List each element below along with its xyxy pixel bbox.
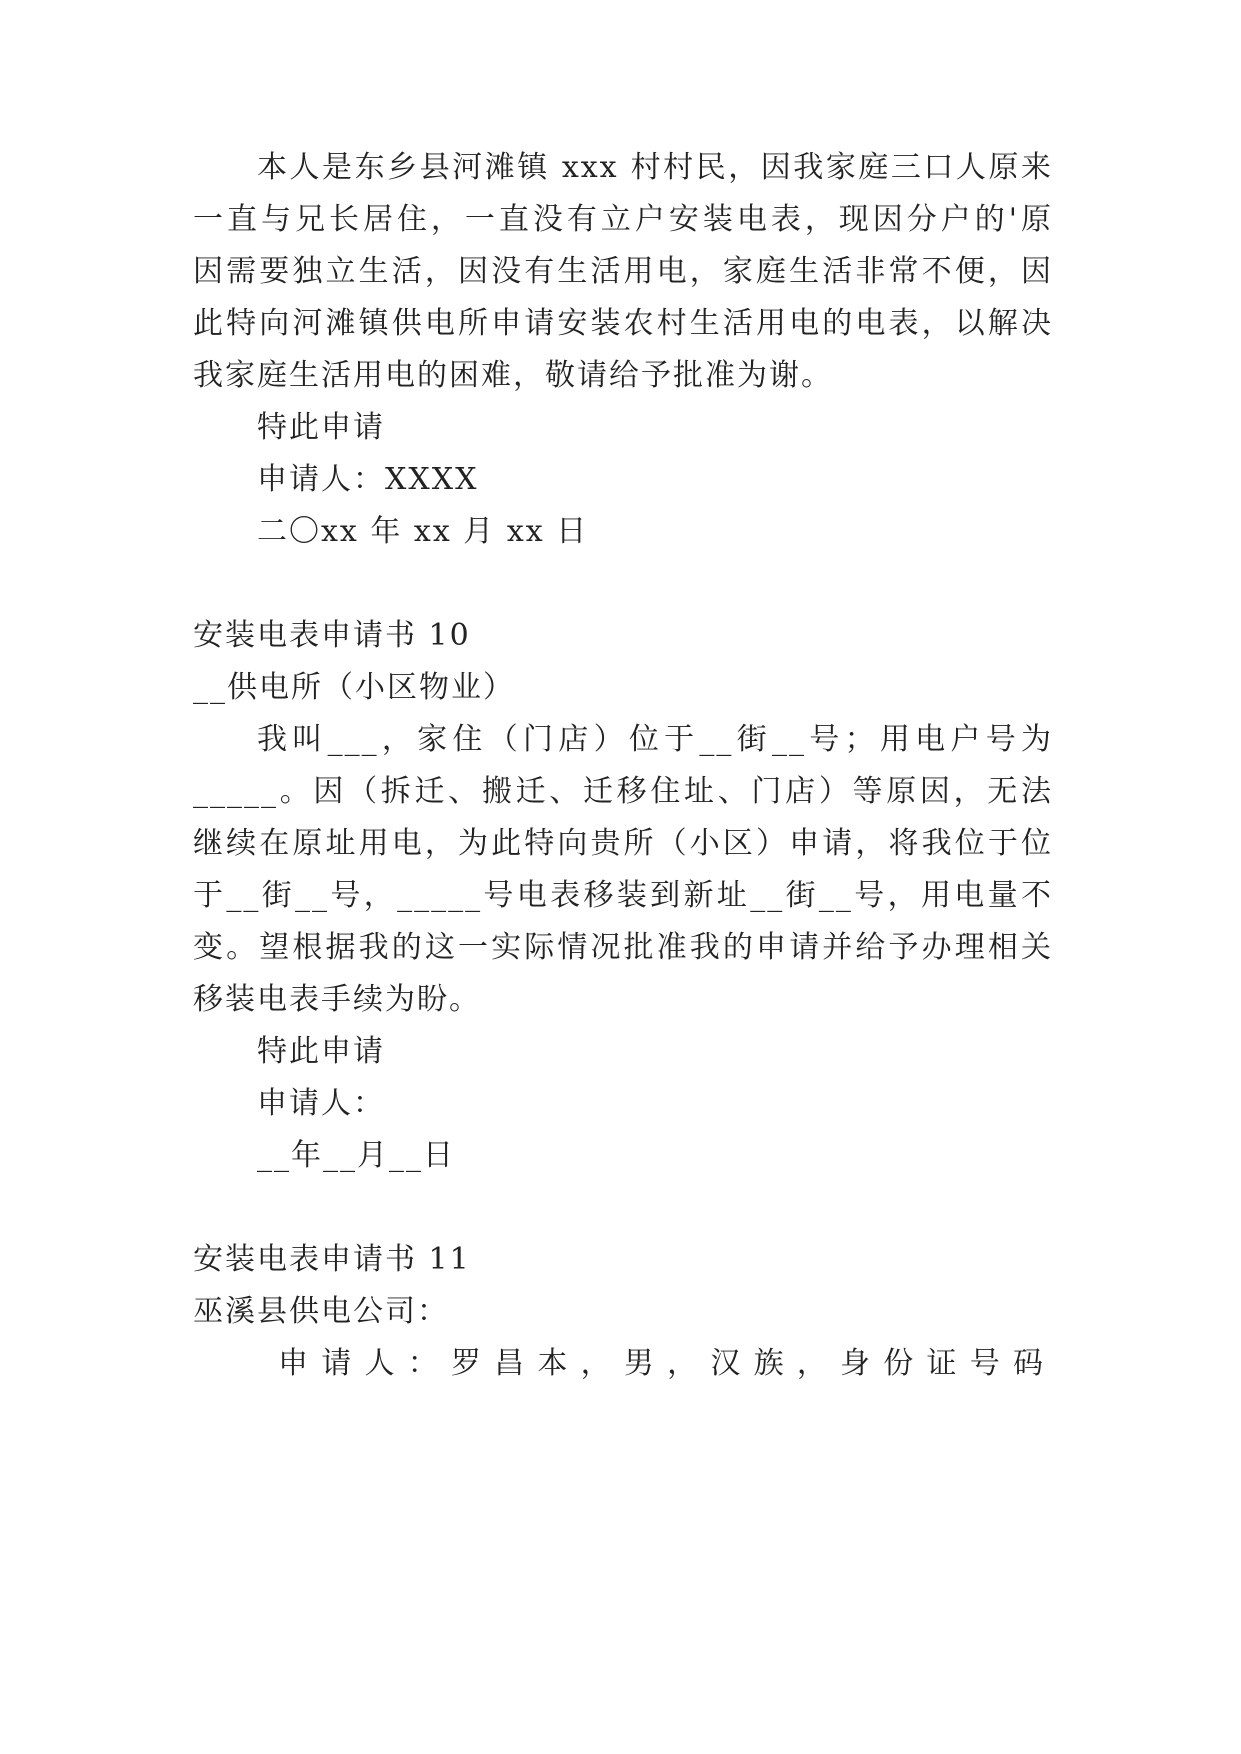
section-title: 安装电表申请书 10 [193, 618, 471, 653]
paragraph-line: 我家庭生活用电的困难，敬请给予批准为谢。 [193, 358, 833, 393]
closing-text: 特此申请 [257, 1034, 385, 1069]
paragraph-line: 此特向河滩镇供电所申请安装农村生活用电的电表，以解决 [193, 306, 1053, 341]
paragraph-line: 我叫___，家住（门店）位于__街__号；用电户号为 [257, 722, 1053, 757]
paragraph-line: 移装电表手续为盼。 [193, 982, 481, 1017]
paragraph-line: _____。因（拆迁、搬迁、迁移住址、门店）等原因，无法 [193, 774, 1053, 809]
paragraph-line: 于__街__号，_____号电表移装到新址__街__号，用电量不 [193, 878, 1053, 913]
date-line: 二〇xx 年 xx 月 xx 日 [257, 514, 589, 549]
addressee-line: __供电所（小区物业） [193, 670, 515, 705]
paragraph-line: 本人是东乡县河滩镇 xxx 村村民，因我家庭三口人原来 [257, 150, 1053, 185]
closing-text: 特此申请 [257, 410, 385, 445]
paragraph-line: 因需要独立生活，因没有生活用电，家庭生活非常不便，因 [193, 254, 1053, 289]
paragraph-line: 继续在原址用电，为此特向贵所（小区）申请，将我位于位 [193, 826, 1053, 861]
date-line: __年__月__日 [257, 1138, 455, 1173]
paragraph-line: 一直与兄长居住，一直没有立户安装电表，现因分户的'原 [193, 202, 1053, 237]
paragraph-line: 申请人：罗昌本，男，汉族，身份证号码 [278, 1346, 1053, 1381]
applicant-line: 申请人： [257, 1086, 385, 1121]
section-title: 安装电表申请书 11 [193, 1242, 471, 1277]
paragraph-line: 变。望根据我的这一实际情况批准我的申请并给予办理相关 [193, 930, 1053, 965]
addressee-line: 巫溪县供电公司： [193, 1294, 449, 1329]
applicant-line: 申请人：XXXX [257, 462, 479, 497]
